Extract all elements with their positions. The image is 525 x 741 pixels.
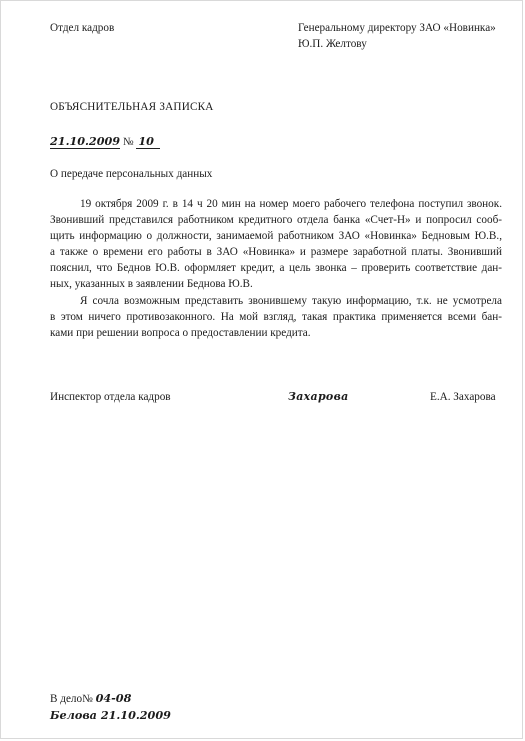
body-line: Звонивший представился работником кредитного отдела банка «Счет-Н» и попросил сооб- (50, 214, 502, 226)
body-line: щить информацию о должности, занимаемой работником ЗАО «Новинка» Бедновым Ю.В., (50, 230, 502, 242)
body-line: в этом ничего противозаконного. На мой взгляд, такая практика применяется всеми бан- (50, 311, 502, 323)
document-number: 10 (136, 134, 160, 149)
document-subject: О передаче персональных данных (50, 168, 213, 180)
body-line: Я сочла возможным представить звонившему такую информацию, т.к. не усмотрела (80, 295, 502, 307)
file-number-sign: № (82, 693, 93, 705)
body-line: 19 октября 2009 г. в 14 ч 20 мин на номер моего рабочего телефона поступил звонок. (80, 198, 502, 210)
file-label: В дело (50, 693, 83, 705)
body-line: а также о времени его работы в ЗАО «Новинка» и размере заработной платы. Звонивший (50, 246, 502, 258)
document-title: ОБЪЯСНИТЕЛЬНАЯ ЗАПИСКА (50, 101, 214, 113)
signer-name: Е.А. Захарова (430, 391, 496, 403)
signer-position: Инспектор отдела кадров (50, 391, 171, 403)
number-sign: № (122, 136, 134, 148)
addressee-line-1: Генеральному директору ЗАО «Новинка» (298, 22, 496, 34)
body-line: ных, указанных в заявлении Беднова Ю.В. (50, 278, 253, 290)
handwritten-signature: Захарова (288, 390, 349, 403)
addressee-line-2: Ю.П. Желтову (298, 38, 367, 50)
body-line: ками при решении вопроса о предоставлении кредита. (50, 327, 311, 339)
file-signer-date: Белова 21.10.2009 (50, 708, 171, 722)
body-line: пояснил, что Беднов Ю.В. оформляет кредит, а цель звонка – проверить соответствие дан- (50, 262, 502, 274)
document-date: 21.10.2009 (50, 134, 121, 148)
file-note (50, 691, 131, 707)
department-label: Отдел кадров (50, 22, 115, 34)
file-number: 04-08 (95, 691, 132, 705)
date-number-line (50, 134, 160, 150)
